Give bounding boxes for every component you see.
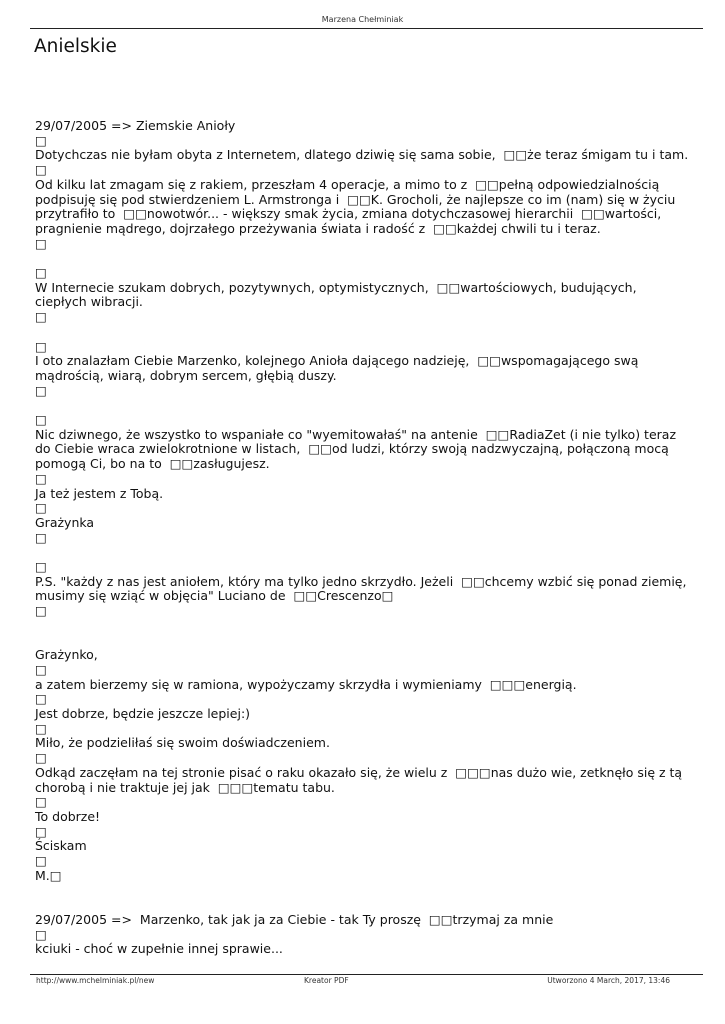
header-divider <box>30 28 703 29</box>
placeholder-glyph: □ <box>35 661 47 677</box>
text-paragraph: Nic dziwnego, że wszystko to wspaniałe co "wyemitowałaś" na antenie □□RadiaZet (i nie tylko) teraz do Ciebie wraca zwielokrotnione w listach, □□od ludzi, którzy swoją nadzwyczajną, połączoną mocą pomogą Ci, bo na to □□zasługujesz. <box>35 426 680 472</box>
placeholder-glyph: □ <box>35 412 47 428</box>
text-paragraph: Ja też jestem z Tobą. <box>35 485 164 501</box>
placeholder-glyph: □ <box>35 382 47 398</box>
blank-line <box>35 398 690 413</box>
text-paragraph: Miło, że podzieliłaś się swoim doświadczeniem. <box>35 735 330 751</box>
placeholder-glyph: □ <box>35 691 47 707</box>
text-paragraph: P.S. "każdy z nas jest aniołem, który ma tylko jedno skrzydło. Jeżeli □□chcemy wzbić się ponad ziemię, musimy się wziąć w objęcia" Luciano de □□Crescenzo□ <box>35 573 691 604</box>
placeholder-glyph: □ <box>35 309 47 325</box>
footer-created-date: Utworzono 4 March, 2017, 13:46 <box>547 976 670 985</box>
placeholder-glyph: □ <box>35 338 47 354</box>
page-title: Anielskie <box>34 36 117 57</box>
placeholder-glyph: □ <box>35 823 47 839</box>
text-paragraph: 29/07/2005 => Ziemskie Anioły <box>35 118 236 133</box>
text-paragraph: Grażynka <box>35 514 95 530</box>
blank-line <box>35 251 690 266</box>
footer-url: http://www.mchelminiak.pl/new <box>36 976 155 985</box>
placeholder-glyph: □ <box>35 500 47 516</box>
text-paragraph: M.□ <box>35 867 62 883</box>
placeholder-glyph: □ <box>35 559 47 575</box>
text-paragraph: Jest dobrze, będzie jeszcze lepiej:) <box>35 706 251 722</box>
footer-divider <box>30 974 703 975</box>
placeholder-glyph: □ <box>35 794 47 810</box>
text-paragraph: W Internecie szukam dobrych, pozytywnych, optymistycznych, □□wartościowych, budujących, ciepłych wibracji. <box>35 279 641 310</box>
blank-line <box>35 325 690 340</box>
article-body <box>35 119 690 957</box>
placeholder-glyph: □ <box>35 470 47 486</box>
placeholder-glyph: □ <box>35 529 47 545</box>
placeholder-glyph: □ <box>35 750 47 766</box>
footer-generator: Kreator PDF <box>304 976 349 985</box>
placeholder-glyph: □ <box>35 853 47 869</box>
blank-line <box>35 619 690 634</box>
blank-line <box>35 898 690 913</box>
placeholder-glyph: □ <box>35 720 47 736</box>
placeholder-glyph: □ <box>35 235 47 251</box>
placeholder-glyph: □ <box>35 162 47 178</box>
placeholder-glyph: □ <box>35 926 47 942</box>
header-author: Marzena Chełminiak <box>321 15 404 24</box>
placeholder-glyph: □ <box>35 132 47 148</box>
text-paragraph: Grażynko, <box>35 647 98 663</box>
text-paragraph: 29/07/2005 => Marzenko, tak jak ja za Ciebie - tak Ty proszę □□trzymaj za mnie <box>35 911 554 927</box>
placeholder-glyph: □ <box>35 265 47 281</box>
text-paragraph: a zatem bierzemy się w ramiona, wypożyczamy skrzydła i wymieniamy □□□energią. <box>35 676 577 692</box>
text-paragraph: Ściskam <box>35 838 87 854</box>
blank-line <box>35 883 690 898</box>
text-paragraph: Od kilku lat zmagam się z rakiem, przeszłam 4 operacje, a mimo to z □□pełną odpowiedzialnością podpisuję się pod stwierdzeniem L. Armstronga i □□K. Grocholi, że najlepsze co im (nam) się w życiu przytrafiło to □□nowotwór... - większy smak życia, zmiana dotychczasowej hierarchii □□wartości, pragnienie mądrego, dojrzałego przeżywania świata i radość z □□każdej chwili tu i teraz. <box>35 176 680 236</box>
text-paragraph: I oto znalazłam Ciebie Marzenko, kolejnego Anioła dającego nadzieję, □□wspomagającego swą mądrością, wiarą, dobrym sercem, głębią duszy. <box>35 353 643 383</box>
text-paragraph: Odkąd zaczęłam na tej stronie pisać o raku okazało się, że wielu z □□□nas dużo wie, zetknęło się z tą chorobą i nie traktuje jej jak □□□tematu tabu. <box>35 764 687 795</box>
text-paragraph: Dotychczas nie byłam obyta z Internetem, dlatego dziwię się sama sobie, □□że teraz śmigam tu i tam. <box>35 147 689 163</box>
blank-line <box>35 545 690 560</box>
blank-line <box>35 634 690 649</box>
text-paragraph: To dobrze! <box>35 808 101 824</box>
placeholder-glyph: □ <box>35 603 47 619</box>
text-paragraph: kciuki - choć w zupełnie innej sprawie... <box>35 941 283 957</box>
